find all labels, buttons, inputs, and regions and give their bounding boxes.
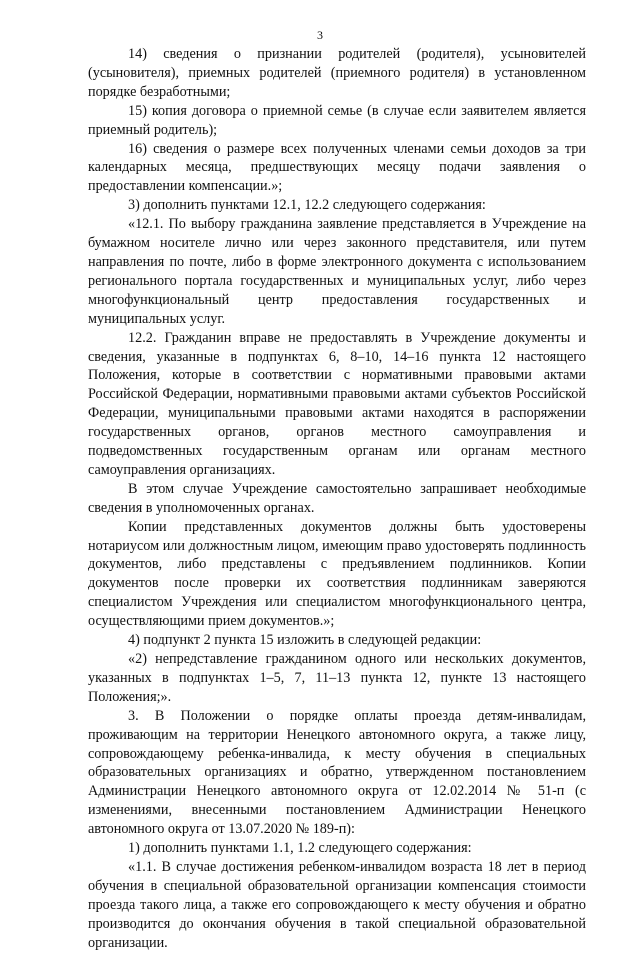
paragraph-self-request: В этом случае Учреждение самостоятельно запрашивает необходимые сведения в уполномоченных органах. bbox=[88, 480, 586, 516]
paragraph-item-14: 14) сведения о признании родителей (родителя), усыновителей (усыновителя), приемных родителей (приемного родителя) в установленном порядке безработными; bbox=[88, 46, 586, 100]
paragraph-subitem-2: «2) непредставление гражданином одного или нескольких документов, указанных в подпунктах 1–5, 7, 11–13 пункта 12, пункте 13 настоящего Положения;». bbox=[88, 651, 586, 705]
paragraph-amendment-1: 1) дополнить пунктами 1.1, 1.2 следующего содержания: bbox=[128, 840, 472, 857]
paragraph-section-3: 3. В Положении о порядке оплаты проезда детям-инвалидам, проживающим на территории Ненецкого автономного округа, а также лицу, сопровождающему ребенка-инвалида, к месту обучения в специальных образовательных организациях и обратно, утвержденном постановлением Администрации Ненецкого автономного округа от 12.02.2014 № 51-п (с изменениями, внесенными постановлением Администрации Ненецкого автономного округа от 13.07.2020 № 189-п): bbox=[88, 707, 586, 838]
document-body bbox=[88, 45, 586, 953]
paragraph-amendment-3: 3) дополнить пунктами 12.1, 12.2 следующего содержания: bbox=[128, 197, 486, 214]
page-number: 3 bbox=[317, 28, 323, 42]
paragraph-12-2: 12.2. Гражданин вправе не предоставлять в Учреждение документы и сведения, указанные в подпунктах 6, 8–10, 14–16 пункта 12 настоящего Положения, которые в соответствии с нормативными правовыми актами Российской Федерации, нормативными правовыми актами субъектов Российской Федерации, муниципальными правовыми актами находятся в распоряжении государственных органов, органов местного самоуправления и подведомственных государственным органам или органам местного самоуправления организациях. bbox=[88, 329, 586, 478]
paragraph-item-16: 16) сведения о размере всех полученных членами семьи доходов за три календарных месяца, предшествующих месяцу подачи заявления о предоставлении компенсации.»; bbox=[88, 140, 586, 195]
paragraph-12-1: «12.1. По выбору гражданина заявление представляется в Учреждение на бумажном носителе лично или через законного представителя, или путем направления по почте, либо в форме электронного документа с использованием регионального портала государственных и муниципальных услуг, либо через многофункциональный центр предоставления государственных и муниципальных услуг. bbox=[88, 216, 586, 327]
paragraph-item-15: 15) копия договора о приемной семье (в случае если заявителем является приемный родитель); bbox=[88, 102, 586, 138]
paragraph-1-1: «1.1. В случае достижения ребенком-инвалидом возраста 18 лет в период обучения в специальной образовательной организации компенсация стоимости проезда такого лица, а также его сопровождающего к месту обучения и обратно производится до окончания обучения в такой специальной образовательной организации. bbox=[88, 858, 586, 951]
paragraph-copies: Копии представленных документов должны быть удостоверены нотариусом или должностным лицом, имеющим право удостоверять подлинность документов, либо представлены с предъявлением подлинников. Копии документов после проверки их соответствия подлинникам заверяются специалистом Учреждения или специалистом многофункционального центра, осуществляющими прием документов.»; bbox=[88, 518, 586, 630]
paragraph-amendment-4: 4) подпункт 2 пункта 15 изложить в следующей редакции: bbox=[128, 632, 482, 649]
